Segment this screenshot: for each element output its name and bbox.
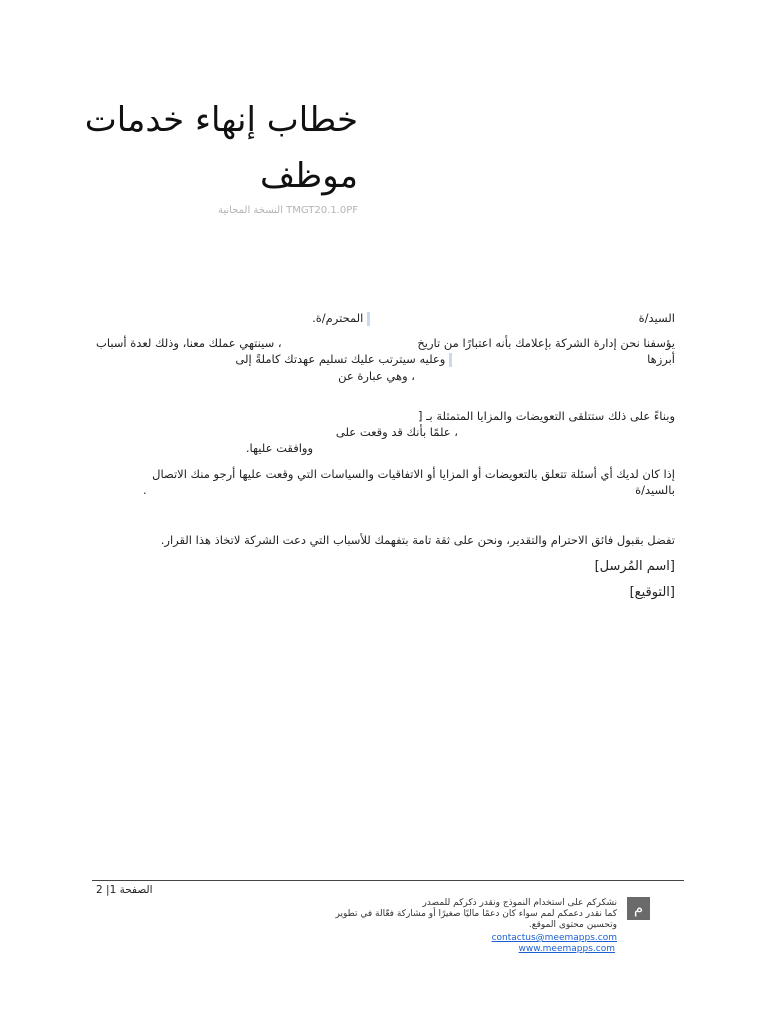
paragraph-2-line-1: وبناءً على ذلك ستتلقى التعويضات والمزايا المتمثلة بـ [ bbox=[417, 409, 675, 423]
footer-email-link[interactable]: contactus@meemapps.com bbox=[491, 933, 617, 943]
title-line-2: موظف bbox=[259, 156, 358, 196]
paragraph-3-line-2a: بالسيد/ة bbox=[635, 483, 675, 497]
page-number: الصفحة 1| 2 bbox=[96, 884, 153, 896]
footer-thanks-line: نشكركم على استخدام النموذج ونقدر ذكركم للمصدر bbox=[422, 898, 617, 908]
paragraph-1-handover-text: وعليه سيترتب عليك تسليم عهدتك كاملةً إلى bbox=[235, 352, 446, 366]
paragraph-1-line-2b bbox=[235, 351, 452, 368]
salutation-respect-text: المحترم/ة. bbox=[312, 311, 364, 325]
footer-improve-line: وتحسين محتوى الموقع. bbox=[528, 920, 617, 930]
sender-name-placeholder: [اسم المُرسل] bbox=[594, 559, 675, 574]
paragraph-1-line-2a: أبرزها bbox=[647, 352, 675, 366]
placeholder-highlight bbox=[449, 353, 452, 367]
paragraph-2-line-2: ، علمًا بأنك قد وقعت على bbox=[335, 425, 458, 439]
paragraph-3-line-1: إذا كان لديك أي أسئلة تتعلق بالتعويضات أو المزايا أو الاتفاقيات والسياسات التي وقعت عليها أرجو منك الاتصال bbox=[152, 467, 675, 481]
signature-placeholder: [التوقيع] bbox=[629, 585, 675, 600]
paragraph-3-line-2b: . bbox=[143, 483, 147, 497]
closing-paragraph: تفضل بقبول فائق الاحترام والتقدير، ونحن على ثقة تامة بتفهمك للأسباب التي دعت الشركة لاتخاذ هذا القرار. bbox=[160, 533, 675, 547]
title-line-1: خطاب إنهاء خدمات bbox=[84, 100, 358, 140]
meem-logo-icon: م bbox=[627, 897, 650, 920]
paragraph-2-line-3: ووافقت عليها. bbox=[245, 441, 313, 455]
paragraph-1-line-1a: يؤسفنا نحن إدارة الشركة بإعلامك بأنه اعتبارًا من تاريخ bbox=[417, 336, 675, 350]
paragraph-1-line-1b: ، سينتهي عملك معنا، وذلك لعدة أسباب bbox=[96, 336, 282, 350]
salutation-respect bbox=[312, 310, 370, 327]
paragraph-1-line-3: ، وهي عبارة عن bbox=[338, 369, 415, 383]
footer-divider bbox=[92, 880, 684, 881]
document-title bbox=[38, 92, 358, 204]
footer-website-link[interactable]: www.meemapps.com bbox=[518, 944, 615, 954]
salutation-title: السيد/ة bbox=[638, 311, 675, 325]
placeholder-highlight bbox=[367, 312, 370, 326]
document-version: TMGT20.1.0PF النسخة المجانية bbox=[217, 205, 358, 216]
footer-support-line: كما نقدر دعمكم لمم سواء كان دعمًا ماليًا صغيرًا أو مشاركة فعّالة في تطوير bbox=[335, 909, 617, 919]
